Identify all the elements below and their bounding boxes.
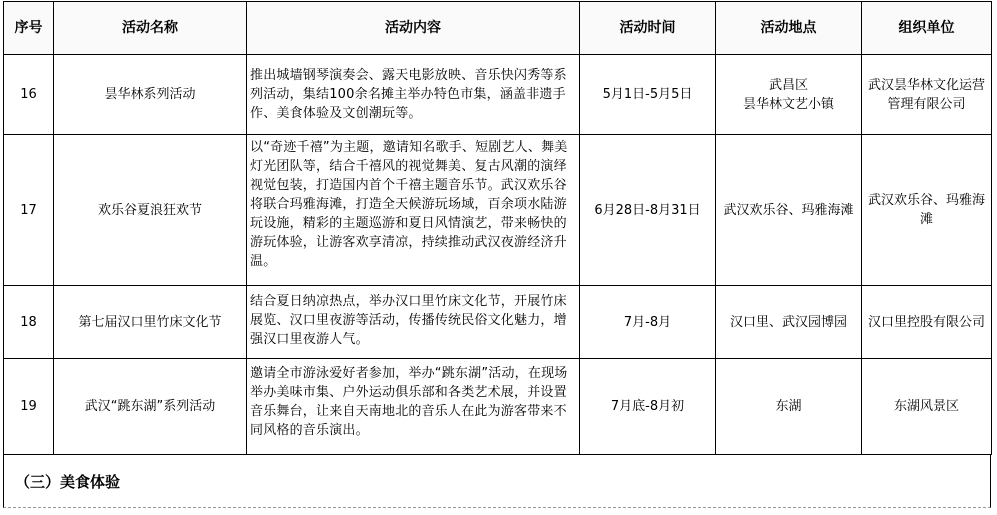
row-place: 武汉欢乐谷、玛雅海滩 xyxy=(716,135,862,286)
header-place: 活动地点 xyxy=(716,2,862,55)
row-seq: 18 xyxy=(4,286,54,359)
row-seq: 19 xyxy=(4,359,54,455)
row-org: 汉口里控股有限公司 xyxy=(862,286,992,359)
table-row xyxy=(4,359,992,455)
row-content: 结合夏日纳凉热点，举办汉口里竹床文化节，开展竹床展览、汉口里夜游等活动，传播传统民俗文化魅力，增强汉口里夜游人气。 xyxy=(247,286,580,359)
row-time: 7月-8月 xyxy=(580,286,716,359)
row-name: 昙华林系列活动 xyxy=(54,55,247,135)
table-row xyxy=(4,135,992,286)
section-title: （三）美食体验 xyxy=(15,473,121,491)
table-row xyxy=(4,55,992,135)
row-org: 武汉欢乐谷、玛雅海滩 xyxy=(862,135,992,286)
section-row xyxy=(3,454,991,508)
row-time: 7月底-8月初 xyxy=(580,359,716,455)
header-name: 活动名称 xyxy=(54,2,247,55)
row-place: 东湖 xyxy=(716,359,862,455)
row-place: 武昌区 昙华林文艺小镇 xyxy=(716,55,862,135)
table-row xyxy=(4,286,992,359)
row-content: 以“奇迹千禧”为主题，邀请知名歌手、短剧艺人、舞美灯光团队等，结合千禧风的视觉舞美、复古风潮的演绎视觉包装，打造国内首个千禧主题音乐节。武汉欢乐谷将联合玛雅海滩，打造全天候游玩场域，百余项水陆游玩设施，精彩的主题巡游和夏日风情演艺，带来畅快的游玩体验，让游客欢享清凉，持续推动武汉夜游经济升温。 xyxy=(247,135,580,286)
header-seq: 序号 xyxy=(4,2,54,55)
row-seq: 16 xyxy=(4,55,54,135)
row-org: 东湖风景区 xyxy=(862,359,992,455)
row-name: 武汉“跳东湖”系列活动 xyxy=(54,359,247,455)
header-org: 组织单位 xyxy=(862,2,992,55)
row-name: 欢乐谷夏浪狂欢节 xyxy=(54,135,247,286)
header-content: 活动内容 xyxy=(247,2,580,55)
row-org: 武汉昙华林文化运营管理有限公司 xyxy=(862,55,992,135)
header-time: 活动时间 xyxy=(580,2,716,55)
row-content: 邀请全市游泳爱好者参加，举办“跳东湖”活动，在现场举办美味市集、户外运动俱乐部和各类艺术展，并设置音乐舞台，让来自天南地北的音乐人在此为游客带来不同风格的音乐演出。 xyxy=(247,359,580,455)
row-time: 6月28日-8月31日 xyxy=(580,135,716,286)
row-seq: 17 xyxy=(4,135,54,286)
row-time: 5月1日-5月5日 xyxy=(580,55,716,135)
row-place: 汉口里、武汉园博园 xyxy=(716,286,862,359)
activity-table xyxy=(3,1,992,455)
row-name: 第七届汉口里竹床文化节 xyxy=(54,286,247,359)
table-header-row xyxy=(4,2,992,55)
row-content: 推出城墙钢琴演奏会、露天电影放映、音乐快闪秀等系列活动，集结100余名摊主举办特色市集，涵盖非遗手作、美食体验及文创潮玩等。 xyxy=(247,55,580,135)
